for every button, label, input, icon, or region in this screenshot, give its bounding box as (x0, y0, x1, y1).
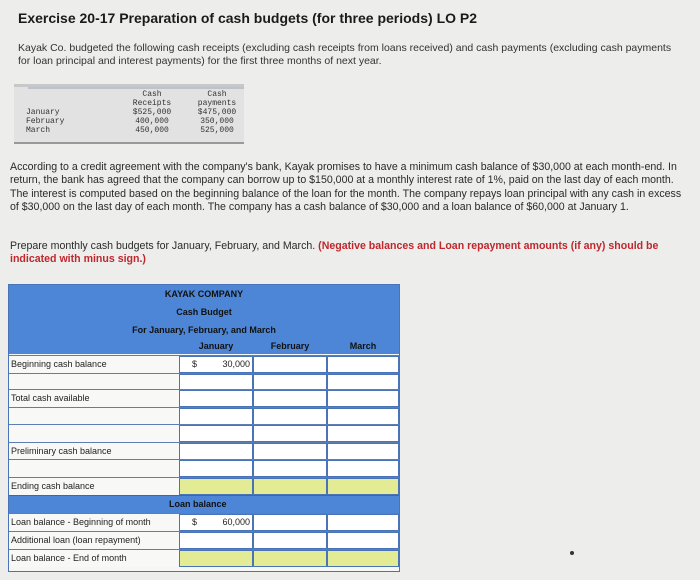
input-cell[interactable] (179, 460, 253, 477)
preliminary-cash-label: Preliminary cash balance (11, 446, 112, 456)
currency-sign: $ (192, 359, 198, 369)
company-name: KAYAK COMPANY (164, 289, 244, 299)
preliminary-cash-february-input[interactable] (253, 443, 327, 460)
loan-balance-header: Loan balance (169, 499, 227, 509)
additional-loan-march-input[interactable] (327, 532, 399, 549)
loan-beginning-march-input[interactable] (327, 514, 399, 531)
table-header-rule (28, 87, 244, 89)
input-cell[interactable] (327, 460, 399, 477)
receipts-january: $525,000 (132, 108, 172, 117)
total-cash-february-input[interactable] (253, 390, 327, 407)
given-data-table (14, 84, 244, 144)
exercise-title: Exercise 20-17 Preparation of cash budgets (for three periods) LO P2 (18, 10, 478, 26)
additional-loan-january-input[interactable] (179, 532, 253, 549)
row-additional-loan (9, 531, 399, 549)
intro-text: Kayak Co. budgeted the following cash receipts (excluding cash receipts from loans received) and cash payments (excluding cash payments for loan principal and interest payments) for the first three months of next year. (18, 42, 672, 67)
loan-beginning-january (179, 514, 253, 531)
month-february: February (26, 117, 65, 126)
loan-end-february-input[interactable] (253, 550, 327, 567)
payments-march: 525,000 (200, 126, 234, 135)
loan-beginning-label: Loan balance - Beginning of month (11, 517, 151, 527)
payments-february: 350,000 (200, 117, 234, 126)
ending-cash-january-input[interactable] (179, 478, 253, 495)
ending-cash-march-input[interactable] (327, 478, 399, 495)
beginning-cash-value: 30,000 (222, 359, 250, 369)
total-cash-january-input[interactable] (179, 390, 253, 407)
table-row (9, 459, 399, 477)
beginning-cash-february-input[interactable] (253, 356, 327, 373)
additional-loan-february-input[interactable] (253, 532, 327, 549)
receipts-march: 450,000 (135, 126, 169, 135)
column-february: February (270, 341, 310, 351)
ending-cash-label: Ending cash balance (11, 481, 95, 491)
stray-dot (570, 551, 574, 555)
currency-sign: $ (192, 517, 198, 527)
row-preliminary-cash (9, 442, 399, 460)
receipts-february: 400,000 (135, 117, 169, 126)
column-january: January (198, 341, 234, 351)
input-cell[interactable] (179, 425, 253, 442)
table-row (9, 424, 399, 442)
input-cell[interactable] (253, 408, 327, 425)
row-ending-cash (9, 477, 399, 495)
cash-budget-table (8, 284, 400, 572)
input-cell[interactable] (253, 460, 327, 477)
budget-period: For January, February, and March (132, 325, 276, 335)
loan-end-label: Loan balance - End of month (11, 553, 127, 563)
preliminary-cash-january-input[interactable] (179, 443, 253, 460)
loan-end-march-input[interactable] (327, 550, 399, 567)
payments-header-1: Cash (207, 90, 227, 99)
row-loan-balance-header (9, 495, 399, 513)
loan-beginning-value: 60,000 (222, 517, 250, 527)
receipts-header-2: Receipts (132, 99, 172, 108)
budget-name: Cash Budget (176, 307, 232, 317)
month-january: January (26, 108, 60, 117)
credit-agreement-text: According to a credit agreement with the company's bank, Kayak promises to have a minimum cash balance of $30,000 at each month-end. In return, the bank has agreed that the company can borrow up to $150,000 at a monthly interest rate of 1%, paid on the last day of each month. The interest is computed based on the beginning balance of the loan for the month. The company repays loan principal with any cash in excess of $30,000 on the last day of each month. The company has a cash balance of $30,000 and a loan balance of $60,000 at January 1. (10, 161, 682, 214)
receipts-header-1: Cash (142, 90, 162, 99)
month-march: March (26, 126, 51, 135)
input-cell[interactable] (327, 425, 399, 442)
column-march: March (349, 341, 377, 351)
additional-loan-label: Additional loan (loan repayment) (11, 535, 141, 545)
ending-cash-february-input[interactable] (253, 478, 327, 495)
payments-january: $475,000 (197, 108, 237, 117)
budget-header (9, 285, 399, 354)
beginning-cash-label: Beginning cash balance (11, 359, 107, 369)
row-loan-end (9, 549, 399, 567)
input-cell[interactable] (253, 425, 327, 442)
row-loan-beginning (9, 513, 399, 531)
instructions-note: (Negative balances and Loan repayment amounts (if any) should be indicated with minus sign.) (10, 240, 659, 266)
payments-header-2: payments (197, 99, 237, 108)
instructions (10, 240, 690, 267)
row-beginning-cash (9, 355, 399, 373)
loan-end-january-input[interactable] (179, 550, 253, 567)
loan-beginning-february-input[interactable] (253, 514, 327, 531)
total-cash-march-input[interactable] (327, 390, 399, 407)
preliminary-cash-march-input[interactable] (327, 443, 399, 460)
row-total-cash (9, 389, 399, 407)
total-cash-label: Total cash available (11, 393, 90, 403)
input-cell[interactable] (327, 408, 399, 425)
beginning-cash-january (179, 356, 253, 373)
table-row (9, 407, 399, 425)
beginning-cash-march-input[interactable] (327, 356, 399, 373)
input-cell[interactable] (179, 408, 253, 425)
instructions-text: Prepare monthly cash budgets for January, February, and March. (10, 240, 316, 252)
